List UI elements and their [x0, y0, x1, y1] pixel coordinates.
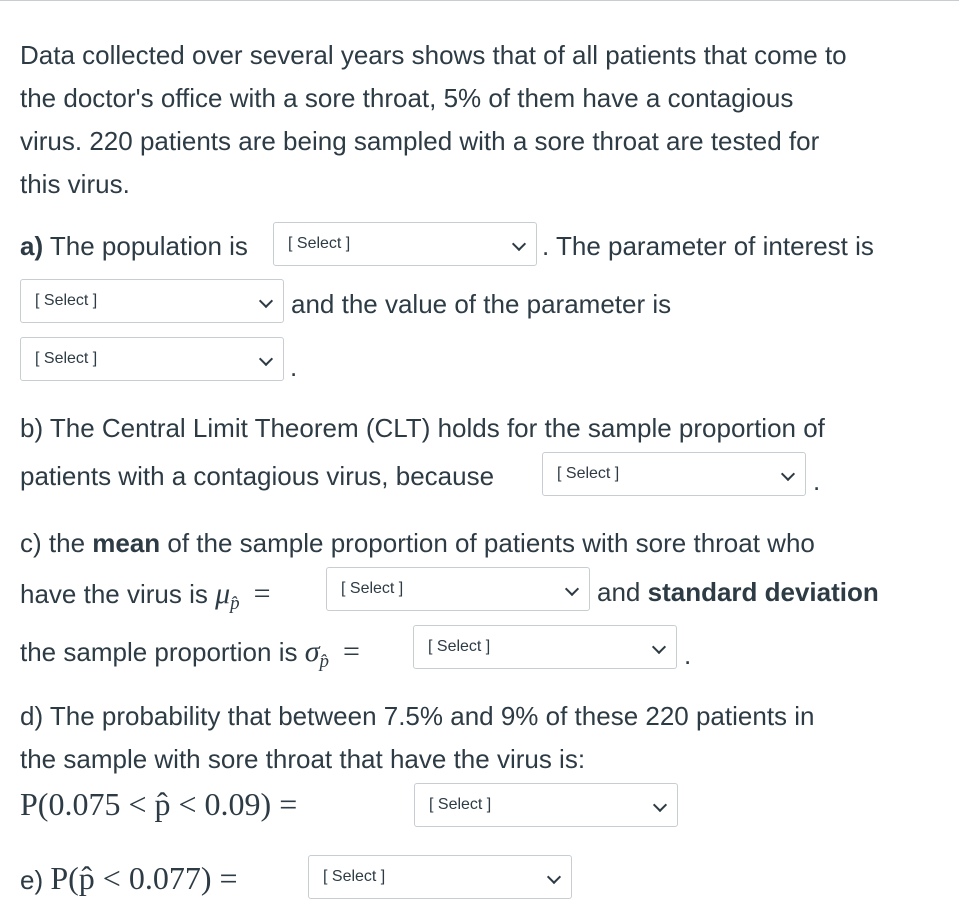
- chevron-down-icon: [652, 640, 666, 654]
- chevron-down-icon: [259, 352, 273, 366]
- part-e-probability-expression: P(p̂ < 0.077) =: [50, 860, 238, 896]
- intro-line-4: this virus.: [20, 169, 130, 199]
- mean-select-value: [ Select ]: [341, 580, 404, 597]
- probability-e-select-value: [ Select ]: [323, 868, 386, 885]
- population-select[interactable]: [273, 222, 537, 266]
- part-e-label: e): [20, 865, 51, 895]
- part-c-line-1-post: of the sample proportion of patients with sore throat who: [160, 528, 815, 558]
- part-c-line-2: [20, 577, 285, 615]
- chevron-down-icon: [547, 870, 561, 884]
- intro-line-2: the doctor's office with a sore throat, 5% of them have a contagious: [20, 83, 794, 113]
- part-b-period: .: [813, 466, 821, 496]
- standard-deviation-bold: standard deviation: [647, 577, 879, 607]
- part-b-line-2: patients with a contagious virus, because: [20, 461, 495, 491]
- chevron-down-icon: [512, 237, 526, 251]
- intro-line-1: Data collected over several years shows that of all patients that come to: [20, 40, 847, 70]
- sigma-phat-symbol: $\sigma_{p̂}$: [304, 635, 330, 672]
- part-a-text-3: and the value of the parameter is: [291, 289, 672, 319]
- part-d-line-2: the sample with sore throat that have the virus is:: [20, 744, 586, 774]
- part-c-line-2-pre: have the virus is: [20, 579, 216, 609]
- mean-bold: mean: [92, 528, 161, 558]
- parameter-value-select[interactable]: [20, 337, 284, 381]
- part-c-line-1-pre: c) the: [20, 528, 93, 558]
- parameter-value-select-value: [ Select ]: [35, 350, 98, 367]
- chevron-down-icon: [653, 798, 667, 812]
- probability-d-select[interactable]: [414, 783, 678, 827]
- part-a-label: a): [20, 231, 44, 261]
- mu-phat-symbol: $\mu_{p̂}$: [215, 577, 240, 614]
- probability-d-select-value: [ Select ]: [429, 796, 492, 813]
- part-a-line-1: [20, 231, 248, 262]
- chevron-down-icon: [565, 582, 579, 596]
- part-c-line-3: [20, 635, 374, 673]
- part-c-period: .: [684, 640, 692, 670]
- clt-reason-select[interactable]: [542, 452, 806, 496]
- part-d-probability-expression: P(0.075 < p̂ < 0.09) =: [20, 786, 298, 822]
- part-c-line-3-pre: the sample proportion is: [20, 637, 305, 667]
- mean-select[interactable]: [326, 567, 590, 611]
- chevron-down-icon: [259, 294, 273, 308]
- parameter-select[interactable]: [20, 279, 284, 323]
- part-d-line-1: d) The probability that between 7.5% and 9% of these 220 patients in: [20, 701, 815, 731]
- standard-deviation-select[interactable]: [413, 625, 677, 669]
- top-divider: [0, 0, 959, 1]
- parameter-select-value: [ Select ]: [35, 292, 98, 309]
- probability-e-select[interactable]: [308, 855, 572, 899]
- part-a-text-1: The population is: [43, 231, 248, 261]
- equals-sign: =: [343, 635, 360, 668]
- part-e-line: [20, 860, 238, 897]
- part-b-line-1: b) The Central Limit Theorem (CLT) holds for the sample proportion of: [20, 413, 825, 443]
- part-c-line-2-post: and standard deviation: [597, 577, 879, 607]
- chevron-down-icon: [781, 467, 795, 481]
- clt-reason-select-value: [ Select ]: [557, 465, 620, 482]
- part-a-period: .: [290, 352, 298, 382]
- part-c-line-1: [20, 528, 815, 559]
- equals-sign: =: [253, 577, 271, 610]
- standard-deviation-select-value: [ Select ]: [428, 638, 491, 655]
- part-a-text-2: . The parameter of interest is: [542, 231, 874, 261]
- intro-line-3: virus. 220 patients are being sampled with a sore throat are tested for: [20, 126, 820, 156]
- population-select-value: [ Select ]: [288, 235, 351, 252]
